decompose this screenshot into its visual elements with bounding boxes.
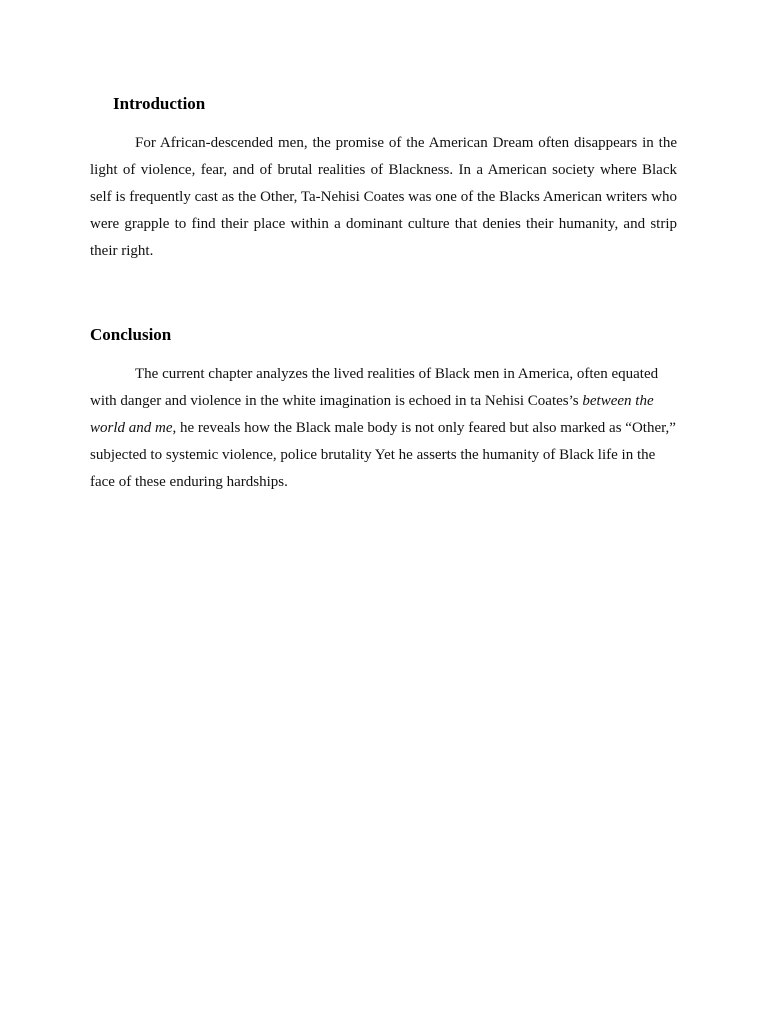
book-title: between the world and me [90, 393, 654, 436]
conclusion-heading: Conclusion [90, 325, 172, 344]
introduction-paragraph: For African-descended men, the promise of the American Dream often disappears in the light of violence, fear, and of brutal realities of Blackness. In a American society where Black self is frequently cast as the Other, Ta-Nehisi Coates was one of the Blacks American writers who were grapple to find their place within a dominant culture that denies their humanity, and strip their right. [90, 135, 677, 259]
conclusion-paragraph [90, 361, 680, 496]
conclusion-text-part-2: , he reveals how the Black male body is not only feared but also marked as “Other,” subjected to systemic violence, police brutality Yet he asserts the humanity of Black life in the face of these enduring hardships. [90, 420, 676, 490]
conclusion-text-part-1: The current chapter analyzes the lived realities of Black men in America, often equated with danger and violence in the white imagination is echoed in ta Nehisi Coates’s [90, 366, 659, 409]
introduction-heading: Introduction [113, 94, 206, 113]
